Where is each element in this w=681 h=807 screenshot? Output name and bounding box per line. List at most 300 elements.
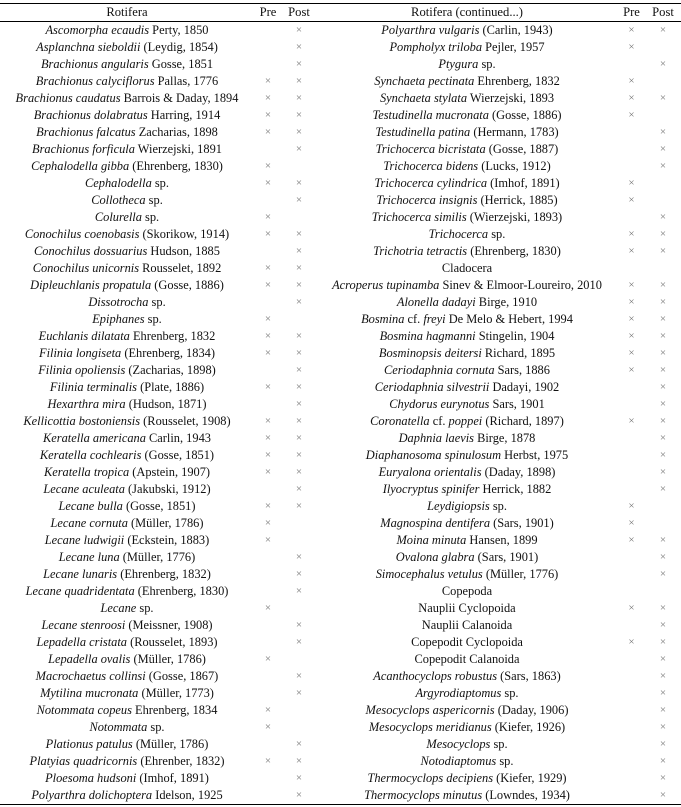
post-mark	[282, 651, 316, 668]
species-author: Ehrenberg, 1832	[474, 74, 560, 88]
species-author: (Müller, 1776)	[119, 550, 196, 564]
table-row	[0, 685, 681, 702]
species-name	[316, 787, 618, 805]
table-row	[0, 719, 681, 736]
pre-mark	[254, 56, 282, 73]
pre-mark	[618, 736, 645, 753]
species-name	[0, 702, 254, 719]
table-row	[0, 396, 681, 413]
species-author: (Daday, 1906)	[494, 703, 569, 717]
species-name	[0, 753, 254, 770]
post-mark: ×	[659, 143, 667, 155]
species-name	[316, 141, 618, 158]
species-italic: Trichocerca bicristata	[375, 142, 486, 156]
post-mark: ×	[659, 160, 667, 172]
species-italic: Notodiaptomus	[420, 754, 497, 768]
species-italic: Keratella tropica	[43, 465, 130, 479]
species-italic: Lecane quadridentata	[25, 584, 135, 598]
pre-mark	[618, 124, 645, 141]
species-name	[316, 90, 618, 107]
species-italic: Ovalona glabra	[395, 550, 475, 564]
post-mark: ×	[659, 670, 667, 682]
pre-mark	[618, 566, 645, 583]
post-mark	[645, 260, 681, 277]
species-author: Hudson, 1885	[147, 244, 220, 258]
species-author: (Meissner, 1908)	[125, 618, 213, 632]
table-row	[0, 498, 681, 515]
species-italic: Collotheca	[91, 193, 146, 207]
pre-mark: ×	[628, 500, 635, 512]
species-name	[316, 702, 618, 719]
species-italic: poppei	[448, 414, 483, 428]
table-row	[0, 311, 681, 328]
pre-mark: ×	[264, 75, 272, 87]
species-name	[0, 379, 254, 396]
post-mark: ×	[295, 568, 303, 580]
species-name	[0, 158, 254, 175]
pre-mark	[618, 583, 645, 600]
post-mark	[645, 515, 681, 532]
species-italic: Acanthocyclops robustus	[373, 669, 498, 683]
post-mark: ×	[659, 653, 667, 665]
species-author: Richard, 1895	[481, 346, 556, 360]
post-mark: ×	[295, 789, 303, 801]
pre-mark	[254, 617, 282, 634]
pre-mark	[618, 141, 645, 158]
pre-mark: ×	[628, 330, 635, 342]
species-name	[0, 549, 254, 566]
species-name	[0, 532, 254, 549]
species-author: (Müller, 1773)	[138, 686, 214, 700]
species-name	[316, 430, 618, 447]
table-row	[0, 73, 681, 90]
species-name	[0, 22, 254, 40]
pre-mark	[618, 481, 645, 498]
species-author: Pejler, 1957	[482, 40, 545, 54]
species-author: Sars, 1886	[494, 363, 550, 377]
table-row	[0, 651, 681, 668]
table-row	[0, 209, 681, 226]
species-author: Barrois & Daday, 1894	[120, 91, 239, 105]
pre-mark	[618, 464, 645, 481]
species-italic: Keratella cochlearis	[39, 448, 142, 462]
pre-mark: ×	[628, 41, 635, 53]
post-mark: ×	[659, 58, 667, 70]
species-name	[0, 192, 254, 209]
post-mark: ×	[659, 568, 667, 580]
species-italic: Dissotrocha	[88, 295, 149, 309]
species-author: sp.	[488, 227, 506, 241]
post-mark: ×	[659, 126, 667, 138]
species-italic: Cephalodella gibba	[31, 159, 130, 173]
post-mark	[282, 158, 316, 175]
table-row	[0, 277, 681, 294]
post-mark: ×	[295, 194, 303, 206]
post-mark	[282, 702, 316, 719]
species-name	[316, 532, 618, 549]
species-name	[0, 481, 254, 498]
species-name	[0, 243, 254, 260]
post-mark: ×	[659, 602, 667, 614]
species-italic: Alonella dadayi	[396, 295, 476, 309]
species-italic: Coronatella	[370, 414, 430, 428]
pre-mark: ×	[628, 534, 635, 546]
table-row	[0, 770, 681, 787]
species-author: Ehrenberg, 1832	[129, 329, 216, 343]
species-author: (Richard, 1897)	[482, 414, 564, 428]
table-row	[0, 736, 681, 753]
species-name	[0, 124, 254, 141]
species-author: Hansen, 1899	[466, 533, 538, 547]
species-italic: Lecane ludwigii	[44, 533, 125, 547]
pre-mark	[618, 158, 645, 175]
species-author: (Ehrenberg, 1830)	[467, 244, 561, 258]
pre-mark	[254, 770, 282, 787]
species-italic: Mytilina mucronata	[40, 686, 139, 700]
species-author: (Müller, 1786)	[132, 737, 209, 751]
species-name	[316, 770, 618, 787]
species-author: (Plate, 1886)	[136, 380, 205, 394]
table-row	[0, 413, 681, 430]
species-italic: Trichocerca similis	[371, 210, 467, 224]
species-name	[0, 141, 254, 158]
species-italic: Leydigiopsis	[427, 499, 490, 513]
species-author: sp.	[151, 176, 169, 190]
post-mark: ×	[659, 483, 667, 495]
species-name	[0, 396, 254, 413]
post-mark: ×	[659, 398, 667, 410]
species-author: (Imhof, 1891)	[487, 176, 560, 190]
species-author: (Sars, 1863)	[497, 669, 561, 683]
species-author: (Müller, 1776)	[482, 567, 559, 581]
post-mark	[645, 39, 681, 56]
pre-mark	[618, 430, 645, 447]
table-row	[0, 566, 681, 583]
pre-mark	[618, 379, 645, 396]
species-author: (Müller, 1786)	[127, 516, 204, 530]
pre-mark: ×	[264, 211, 272, 223]
table-row	[0, 328, 681, 345]
table-row	[0, 481, 681, 498]
species-italic: Lecane lunaris	[43, 567, 118, 581]
species-author: cf.	[429, 414, 449, 428]
species-italic: Thermocyclops decipiens	[367, 771, 494, 785]
pre-mark: ×	[264, 177, 272, 189]
post-mark: ×	[295, 109, 303, 121]
post-mark: ×	[659, 534, 667, 546]
species-name	[0, 413, 254, 430]
species-author: (Gosse, 1851)	[141, 448, 215, 462]
post-mark: ×	[295, 245, 303, 257]
species-name	[316, 209, 618, 226]
post-mark: ×	[659, 211, 667, 223]
species-author: Copepodit Calanoida	[414, 652, 520, 666]
pre-mark	[254, 396, 282, 413]
species-author: (Rousselet, 1893)	[127, 635, 218, 649]
species-name	[316, 566, 618, 583]
table-row	[0, 532, 681, 549]
species-italic: Ceriodaphnia silvestrii	[374, 380, 490, 394]
species-italic: Macrochaetus collinsi	[35, 669, 146, 683]
post-mark: ×	[659, 228, 667, 240]
pre-mark: ×	[264, 415, 272, 427]
pre-mark: ×	[264, 466, 272, 478]
species-name	[316, 192, 618, 209]
species-name	[0, 515, 254, 532]
pre-mark: ×	[264, 534, 272, 546]
table-row	[0, 362, 681, 379]
species-italic: Asplanchna sieboldii	[36, 40, 141, 54]
species-name	[316, 515, 618, 532]
species-author: Copepoda	[441, 584, 493, 598]
table-row	[0, 260, 681, 277]
species-name	[0, 719, 254, 736]
post-mark: ×	[295, 24, 303, 36]
table-row	[0, 464, 681, 481]
post-mark: ×	[659, 721, 667, 733]
species-author: Wierzejski, 1891	[134, 142, 222, 156]
pre-mark: ×	[628, 75, 635, 87]
pre-mark: ×	[264, 228, 272, 240]
pre-mark: ×	[264, 330, 272, 342]
species-name	[0, 464, 254, 481]
species-name	[0, 311, 254, 328]
pre-mark: ×	[628, 194, 635, 206]
table-row	[0, 702, 681, 719]
species-italic: Epiphanes	[92, 312, 145, 326]
pre-mark: ×	[628, 228, 635, 240]
table-row	[0, 192, 681, 209]
species-name	[316, 362, 618, 379]
pre-mark: ×	[628, 24, 635, 36]
species-name	[316, 413, 618, 430]
species-italic: Brachionus calyciflorus	[35, 74, 155, 88]
species-author: (Herrick, 1885)	[477, 193, 558, 207]
species-author: (Zacharias, 1898)	[125, 363, 216, 377]
post-mark: ×	[659, 415, 667, 427]
species-italic: Plationus patulus	[45, 737, 133, 751]
species-name	[316, 243, 618, 260]
pre-mark	[618, 668, 645, 685]
post-mark: ×	[659, 687, 667, 699]
species-name	[0, 617, 254, 634]
pre-mark: ×	[264, 109, 272, 121]
species-name	[0, 447, 254, 464]
species-name	[0, 651, 254, 668]
section-heading	[316, 260, 618, 277]
species-italic: Pompholyx triloba	[389, 40, 483, 54]
species-author: De Melo & Hebert, 1994	[445, 312, 573, 326]
table-row	[0, 430, 681, 447]
table-row	[0, 22, 681, 40]
table-row	[0, 600, 681, 617]
post-mark: ×	[659, 347, 667, 359]
species-author: Wierzejski, 1893	[467, 91, 555, 105]
species-table	[0, 3, 681, 805]
pre-mark: ×	[264, 262, 272, 274]
post-mark: ×	[295, 143, 303, 155]
post-mark: ×	[659, 24, 667, 36]
species-italic: Synchaeta stylata	[379, 91, 468, 105]
species-name	[0, 634, 254, 651]
species-author: Gosse, 1851	[148, 57, 214, 71]
species-name	[0, 328, 254, 345]
species-italic: Polyarthra vulgaris	[381, 23, 480, 37]
pre-mark	[618, 753, 645, 770]
left-pre-header: Pre	[259, 5, 277, 19]
species-author: Pallas, 1776	[154, 74, 219, 88]
species-author: (Hermann, 1783)	[470, 125, 559, 139]
species-name	[316, 447, 618, 464]
species-italic: Brachionus falcatus	[36, 125, 136, 139]
species-name	[0, 668, 254, 685]
pre-mark: ×	[264, 602, 272, 614]
species-name	[0, 277, 254, 294]
pre-mark	[254, 583, 282, 600]
post-mark	[645, 192, 681, 209]
post-mark: ×	[295, 398, 303, 410]
species-name	[316, 175, 618, 192]
post-mark: ×	[295, 262, 303, 274]
species-name	[316, 668, 618, 685]
species-name	[0, 260, 254, 277]
post-mark: ×	[295, 177, 303, 189]
post-mark: ×	[295, 75, 303, 87]
species-name	[316, 311, 618, 328]
post-mark: ×	[659, 364, 667, 376]
species-name	[0, 566, 254, 583]
pre-mark	[254, 192, 282, 209]
table-row	[0, 158, 681, 175]
species-italic: Filinia terminalis	[49, 380, 137, 394]
post-mark: ×	[659, 330, 667, 342]
species-italic: Daphnia laevis	[398, 431, 474, 445]
pre-mark: ×	[264, 432, 272, 444]
pre-mark	[618, 685, 645, 702]
species-italic: Colurella	[94, 210, 142, 224]
species-author: sp.	[147, 720, 165, 734]
post-mark: ×	[659, 296, 667, 308]
post-mark	[282, 600, 316, 617]
species-italic: Simocephalus vetulus	[375, 567, 483, 581]
post-mark: ×	[295, 228, 303, 240]
table-row	[0, 583, 681, 600]
species-author: Birge, 1910	[475, 295, 538, 309]
table-row	[0, 107, 681, 124]
post-mark: ×	[659, 381, 667, 393]
species-name	[0, 175, 254, 192]
post-mark	[645, 498, 681, 515]
species-author: Cladocera	[441, 261, 493, 275]
species-author: Dadayi, 1902	[489, 380, 560, 394]
post-mark: ×	[659, 704, 667, 716]
post-mark	[645, 107, 681, 124]
species-name	[0, 787, 254, 805]
species-italic: Keratella americana	[43, 431, 146, 445]
species-name	[0, 107, 254, 124]
pre-mark	[254, 566, 282, 583]
species-author: Carlin, 1943	[145, 431, 211, 445]
species-author: (Sars, 1901)	[490, 516, 554, 530]
species-italic: Bosminopsis deitersi	[378, 346, 482, 360]
post-mark	[282, 209, 316, 226]
species-name	[0, 56, 254, 73]
pre-mark	[254, 685, 282, 702]
post-mark: ×	[295, 296, 303, 308]
pre-mark: ×	[264, 500, 272, 512]
species-italic: Brachionus angularis	[40, 57, 149, 71]
post-mark: ×	[659, 279, 667, 291]
pre-mark	[618, 770, 645, 787]
species-italic: Kellicottia bostoniensis	[23, 414, 141, 428]
species-author: Zacharias, 1898	[135, 125, 218, 139]
pre-mark: ×	[264, 92, 272, 104]
species-author: (Gosse, 1851)	[122, 499, 196, 513]
pre-mark	[618, 617, 645, 634]
pre-mark: ×	[264, 755, 272, 767]
species-italic: Bosmina	[361, 312, 405, 326]
pre-mark	[254, 39, 282, 56]
species-italic: Ptygura	[438, 57, 479, 71]
table-row	[0, 226, 681, 243]
post-mark: ×	[295, 279, 303, 291]
species-author: (Müller, 1786)	[130, 652, 206, 666]
species-name	[316, 651, 618, 668]
section-heading	[316, 583, 618, 600]
pre-mark	[618, 719, 645, 736]
species-italic: Mesocyclops aspericornis	[365, 703, 495, 717]
pre-mark: ×	[628, 296, 635, 308]
species-name	[316, 617, 618, 634]
post-mark	[645, 583, 681, 600]
species-author: sp.	[501, 686, 519, 700]
table-row	[0, 294, 681, 311]
species-name	[0, 430, 254, 447]
species-name	[316, 73, 618, 90]
post-mark	[282, 311, 316, 328]
post-mark: ×	[295, 483, 303, 495]
species-name	[316, 56, 618, 73]
pre-mark	[618, 787, 645, 805]
species-name	[0, 226, 254, 243]
species-italic: Testudinella patina	[375, 125, 471, 139]
pre-mark: ×	[628, 602, 635, 614]
pre-mark: ×	[628, 364, 635, 376]
species-italic: Lecane cornuta	[50, 516, 128, 530]
species-name	[316, 753, 618, 770]
species-author: (Ehrenberg, 1832)	[117, 567, 211, 581]
species-author: Copepodit Cyclopoida	[411, 635, 523, 649]
species-name	[316, 107, 618, 124]
species-name	[316, 379, 618, 396]
pre-mark: ×	[264, 721, 272, 733]
post-mark	[645, 73, 681, 90]
species-name	[316, 124, 618, 141]
species-author: (Kiefer, 1929)	[493, 771, 567, 785]
left-post-header: Post	[288, 5, 310, 19]
right-title-header: Rotifera (continued...)	[411, 5, 523, 19]
pre-mark: ×	[628, 279, 635, 291]
pre-mark	[254, 22, 282, 40]
post-mark: ×	[295, 92, 303, 104]
table-row	[0, 141, 681, 158]
species-name	[0, 600, 254, 617]
species-author: (Gosse, 1867)	[145, 669, 219, 683]
species-italic: Trichocerca bidens	[383, 159, 479, 173]
post-mark	[645, 175, 681, 192]
species-italic: Brachionus dolabratus	[33, 108, 148, 122]
table-row	[0, 56, 681, 73]
